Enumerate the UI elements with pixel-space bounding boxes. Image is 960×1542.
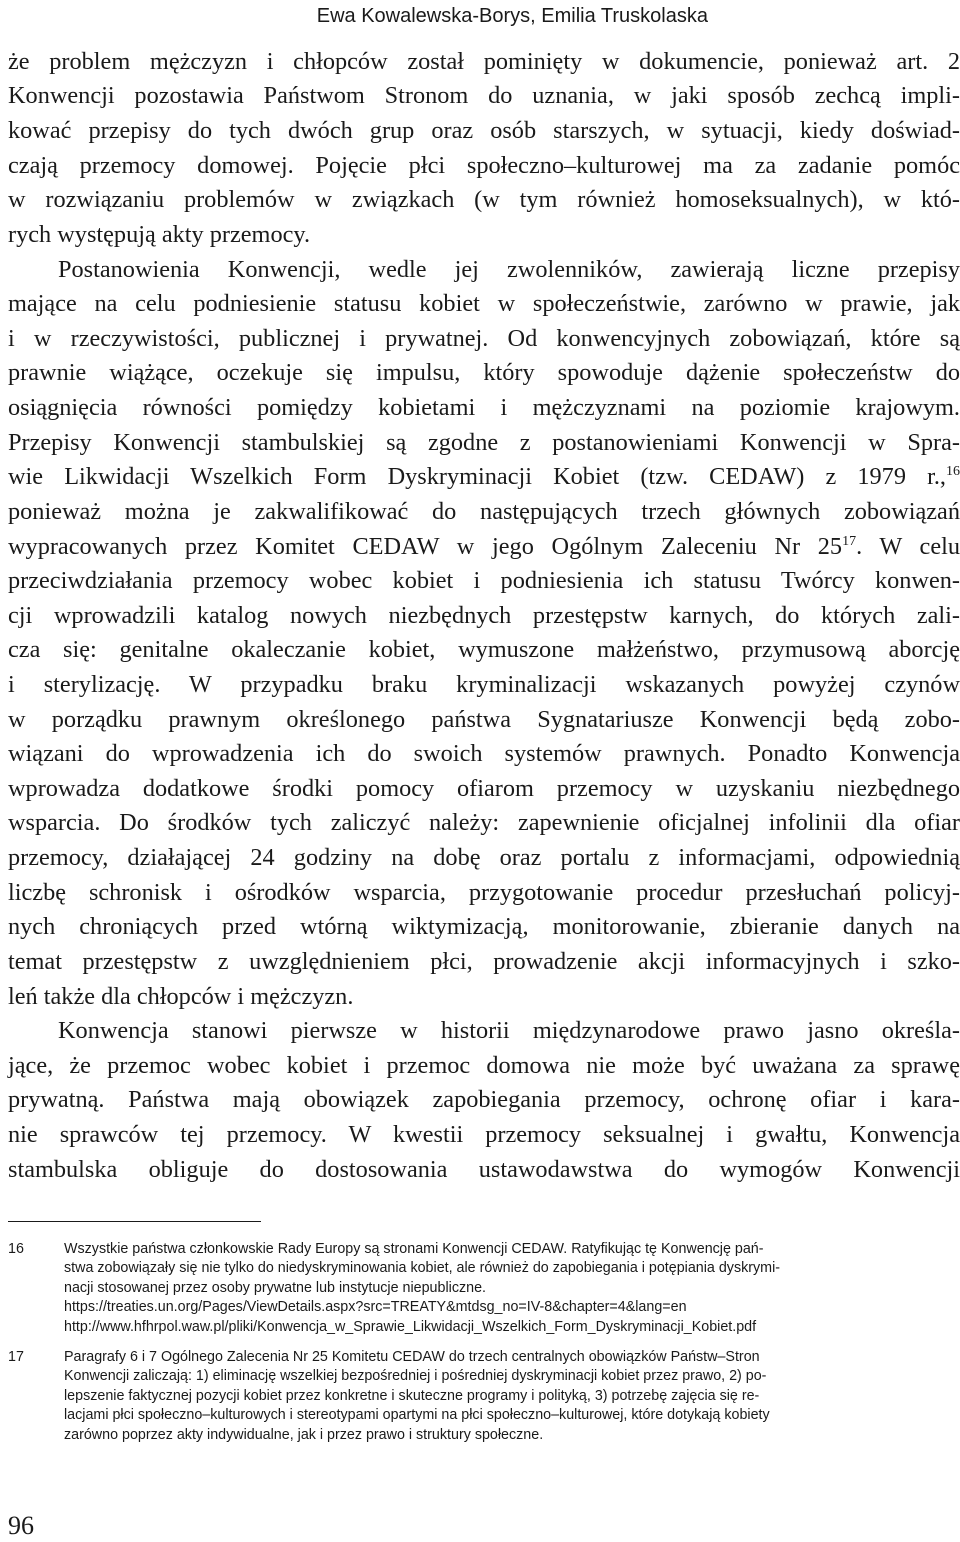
text-line bbox=[8, 460, 960, 495]
footnote-link[interactable]: http://www.hfhrpol.waw.pl/pliki/Konwencja_w_Sprawie_Likwidacji_Wszelkich_Form_Dyskryminacji_Kobiet.pdf bbox=[64, 1318, 757, 1335]
page-number: 96 bbox=[8, 1511, 34, 1540]
text-line: w porządku prawnym określonego państwa Sygnatariusze Konwencji będą zobo- bbox=[8, 706, 960, 733]
text-line: ponieważ można je zakwalifikować do następujących trzech głównych zobowiązań bbox=[8, 498, 960, 525]
text-line: prawnie wiążące, oczekuje się impulsu, który spowoduje dążenie społeczeństw do bbox=[8, 359, 960, 386]
footnote-separator bbox=[8, 1221, 261, 1222]
text-line: nie sprawców tej przemocy. W kwestii przemocy seksualnej i gwałtu, Konwencja bbox=[8, 1121, 960, 1148]
footnote-line: nacji stosowanej przez osoby prywatne lub instytucje niepubliczne. bbox=[64, 1279, 486, 1296]
text-line: osiągnięcia równości pomiędzy kobietami i mężczyznami na poziomie krajowym. bbox=[8, 394, 960, 421]
text-line: przemocy, działającej 24 godziny na dobę oraz portalu z informacjami, odpowiednią bbox=[8, 844, 960, 871]
text-line: leń także dla chłopców i mężczyzn. bbox=[8, 983, 354, 1010]
footnote-line: stwa zobowiązały się nie tylko do niedyskryminowania kobiet, ale również do zapobiegania i potępiania dyskrymi- bbox=[64, 1260, 781, 1277]
footnote-ref[interactable]: 16 bbox=[946, 463, 960, 479]
text-line: wiązani do wprowadzenia ich do swoich systemów prawnych. Ponadto Konwencja bbox=[8, 740, 960, 767]
text-line: Przepisy Konwencji stambulskiej są zgodne z postanowieniami Konwencji w Spra- bbox=[8, 429, 960, 456]
text-line: czają przemocy domowej. Pojęcie płci społeczno–kulturowej ma za zadanie pomóc bbox=[8, 152, 960, 179]
text-segment: . W celu bbox=[856, 533, 960, 560]
running-head: Ewa Kowalewska-Borys, Emilia Truskolaska bbox=[316, 5, 708, 27]
text-line: Postanowienia Konwencji, wedle jej zwolenników, zawierają liczne przepisy bbox=[58, 256, 960, 283]
text-line: nych chroniących przed wtórną wiktymizacją, monitorowanie, zbieranie danych na bbox=[8, 913, 960, 940]
footnote-number: 17 bbox=[8, 1349, 24, 1365]
text-line: przeciwdziałania przemocy wobec kobiet i podniesienia ich statusu Twórcy konwen- bbox=[8, 567, 960, 594]
footnote-text bbox=[64, 1240, 960, 1337]
text-line: i sterylizację. W przypadku braku kryminalizacji wskazanych powyżej czynów bbox=[8, 671, 960, 698]
footnote-line: Paragrafy 6 i 7 Ogólnego Zalecenia Nr 25 Komitetu CEDAW do trzech centralnych obowiązków Państw–Stron bbox=[64, 1349, 760, 1365]
text-line: cji wprowadzili katalog nowych niezbędnych przestępstw karnych, do których zali- bbox=[8, 602, 960, 629]
text-line: stambulska obliguje do dostosowania ustawodawstwa do wymogów Konwencji bbox=[8, 1156, 960, 1183]
text-line: w rozwiązaniu problemów w związkach (w tym również homoseksualnych), w któ- bbox=[8, 186, 960, 213]
text-line: prywatną. Państwa mają obowiązek zapobiegania przemocy, ochronę ofiar i kara- bbox=[8, 1086, 960, 1113]
text-line: mające na celu podniesienie statusu kobiet w społeczeństwie, zarówno w prawie, jak bbox=[8, 290, 960, 317]
footnote-line: lacjami płci społeczno–kulturowych i stereotypami opartymi na płci społeczno–kulturowej, które dotykają kobiety bbox=[64, 1407, 770, 1424]
text-line: Konwencja stanowi pierwsze w historii międzynarodowe prawo jasno określa- bbox=[58, 1017, 960, 1044]
footnote-line: Konwencji zaliczają: 1) eliminację wszelkiej bezpośredniej i pośredniej dyskryminacji kobiet przez prawo, 2) po- bbox=[64, 1368, 767, 1385]
footnote-line: zarówno poprzez akty indywidualne, jak i przez prawo i struktury społeczne. bbox=[64, 1426, 544, 1443]
text-line: wprowadza dodatkowe środki pomocy ofiarom przemocy w uzyskaniu niezbędnego bbox=[8, 775, 960, 802]
text-line: liczbę schronisk i ośrodków wsparcia, przygotowanie procedur przesłuchań policyj- bbox=[8, 879, 960, 906]
footnote-line: Wszystkie państwa członkowskie Rady Europy są stronami Konwencji CEDAW. Ratyfikując tę Konwencję pań- bbox=[64, 1241, 764, 1257]
text-line: kować przepisy do tych dwóch grup oraz osób starszych, w sytuacji, kiedy doświad- bbox=[8, 117, 960, 144]
text-line bbox=[8, 530, 960, 565]
text-segment: wypracowanych przez Komitet CEDAW w jego Ogólnym Zaleceniu Nr 25 bbox=[8, 533, 843, 560]
text-line: Konwencji pozostawia Państwom Stronom do uznania, w jaki sposób zechcą impli- bbox=[8, 82, 960, 109]
text-line: rych występują akty przemocy. bbox=[8, 221, 311, 248]
text-line: że problem mężczyzn i chłopców został pominięty w dokumencie, ponieważ art. 2 bbox=[8, 48, 960, 75]
text-line: jące, że przemoc wobec kobiet i przemoc domowa nie może być uważana za sprawę bbox=[8, 1052, 960, 1079]
footnote-link[interactable]: https://treaties.un.org/Pages/ViewDetails.aspx?src=TREATY&mtdsg_no=IV-8&chapter=4&lang=en bbox=[64, 1299, 687, 1316]
footnote-text bbox=[64, 1348, 960, 1445]
text-line: i w rzeczywistości, publicznej i prywatnej. Od konwencyjnych zobowiązań, które są bbox=[8, 325, 960, 352]
text-line: temat przestępstw z uwzględnieniem płci, prowadzenie akcji informacyjnych i szko- bbox=[8, 948, 960, 975]
footnote-ref[interactable]: 17 bbox=[842, 533, 857, 549]
text-line: wsparcia. Do środków tych zaliczyć należy: zapewnienie oficjalnej infolinii dla ofiar bbox=[8, 809, 960, 836]
footnote-number: 16 bbox=[8, 1241, 24, 1257]
text-line: cza się: genitalne okaleczanie kobiet, wymuszone małżeństwo, przymusową aborcję bbox=[8, 636, 960, 663]
footnote-line: lepszenie faktycznej pozycji kobiet przez konkretne i skuteczne programy i polityką, 3) potrzebę zajęcia się re- bbox=[64, 1387, 760, 1404]
text-segment: wie Likwidacji Wszelkich Form Dyskryminacji Kobiet (tzw. CEDAW) z 1979 r., bbox=[8, 463, 946, 490]
